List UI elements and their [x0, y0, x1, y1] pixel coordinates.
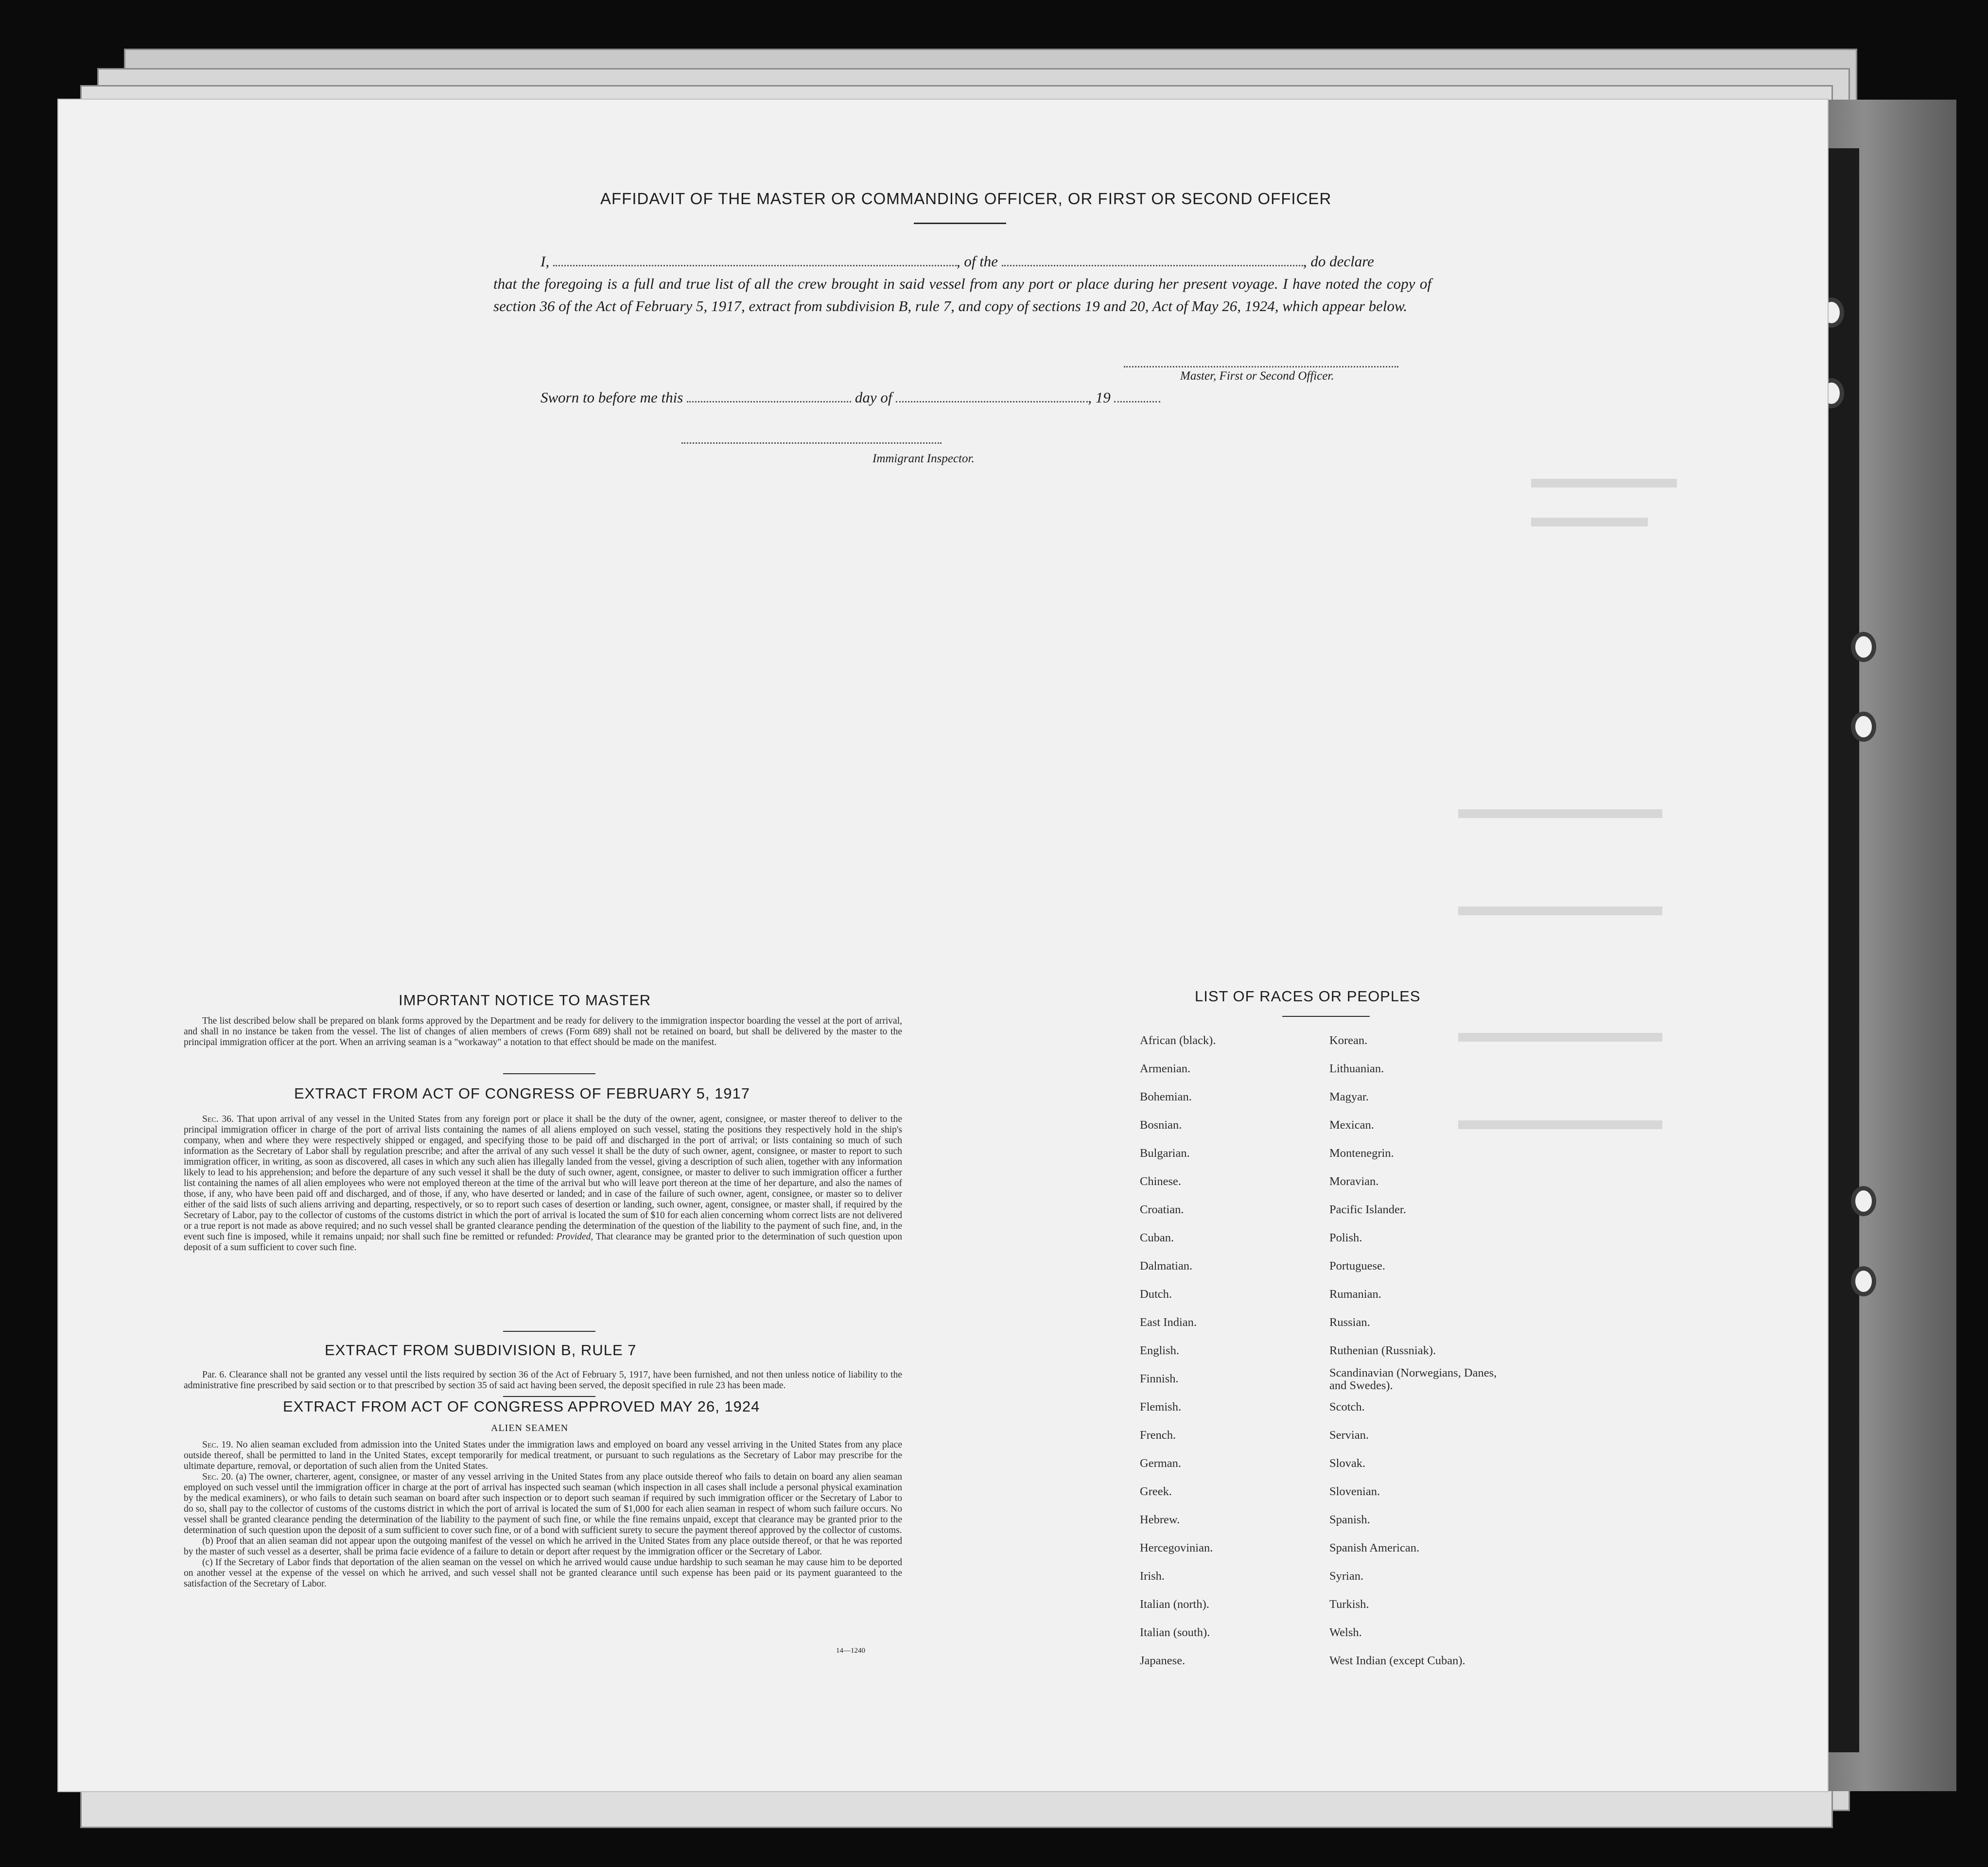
race-item: Spanish American. — [1329, 1541, 1420, 1554]
sworn-year-prefix: , 19 — [1088, 389, 1111, 406]
section-divider — [503, 1331, 595, 1332]
races-right-column — [1329, 1027, 1504, 1675]
race-item: Lithuanian. — [1329, 1062, 1384, 1075]
punch-hole — [1851, 712, 1876, 742]
master-signature-line[interactable] — [1124, 366, 1398, 367]
race-item: Irish. — [1140, 1570, 1165, 1583]
race-item: Syrian. — [1329, 1570, 1364, 1583]
race-item: West Indian (except Cuban). — [1329, 1654, 1465, 1667]
race-item: Mexican. — [1329, 1118, 1374, 1132]
alien-seamen-subtitle: ALIEN SEAMEN — [491, 1423, 569, 1433]
sworn-year-blank[interactable] — [1114, 401, 1160, 402]
sec20a-text: (a) The owner, charterer, agent, consignee, or master of any vessel arriving in the United States from any place outside thereof who fails to detain on board any alien seaman employed on such vessel until the immigration officer in charge at the port of arrival has inspected such seaman (which inspection in all cases shall include a personal physical examination by the medical examiners), or who fails to detain such seaman on board after such inspection or to deport such seaman if required by such immigration officer or the Secretary of Labor to do so, shall pay to the collector of customs of the customs district in which the port of arrival is located the sum of $1,000 for each alien seaman in respect of whom such failure occurs. No vessel shall be granted clearance pending the determination of the liability to the payment of such fine, or while the fine remains unpaid, except that clearance may be granted prior to the determination of such question upon the deposit of a sum sufficient to cover such fine, or of a bond with sufficient surety to secure the payment thereof approved by the collector of customs. — [184, 1472, 903, 1535]
notice-paragraph: The list described below shall be prepared on blank forms approved by the Department and be ready for delivery to the immigration inspector boarding the vessel at the port of arrival, and shall in no instance be taken from the vessel. The list of changes of alien members of crews (Form 689) shall not be retained on board, but shall be delivered by the master to the principal immigration officer at the port. When an arriving seaman is a "workaway" a notation to that effect should be made on the manifest. — [184, 1016, 902, 1047]
sworn-day-of: day of — [854, 389, 892, 406]
affidavit-statement: that the foregoing is a full and true list of all the crew brought in said vessel from any port or place during her present voyage. I have noted the copy of section 36 of the Act of February 5, 1917, extract from subdivision B, rule 7, and copy of sections 19 and 20, Act of May 26, 1924, which appear below. — [493, 275, 1431, 314]
races-title: LIST OF RACES OR PEOPLES — [1195, 988, 1421, 1005]
extract-1917-title: EXTRACT FROM ACT OF CONGRESS OF FEBRUARY 5, 1917 — [294, 1085, 750, 1102]
race-item: Dutch. — [1140, 1288, 1172, 1301]
race-item: Russian. — [1329, 1316, 1370, 1329]
affidavit-i: I, — [541, 253, 550, 270]
proviso-label: Provided, — [556, 1232, 593, 1242]
race-item: Turkish. — [1329, 1598, 1369, 1611]
race-item: Slovenian. — [1329, 1485, 1380, 1498]
vessel-name-blank[interactable] — [1002, 253, 1303, 266]
race-item: East Indian. — [1140, 1316, 1197, 1329]
race-item: Japanese. — [1140, 1654, 1186, 1667]
race-item: Greek. — [1140, 1485, 1172, 1498]
punch-hole — [1851, 1186, 1876, 1216]
race-item: Hercegovinian. — [1140, 1541, 1213, 1554]
race-item: Montenegrin. — [1329, 1147, 1394, 1160]
race-item: Scotch. — [1329, 1400, 1365, 1413]
sec36-text: That upon arrival of any vessel in the United States from any foreign port or place it shall be the duty of the owner, agent, consignee, or master thereof to deliver to the principal immigration officer in charge of the port of arrival lists containing the names of all aliens employed on such vessel, stating the positions they respectively hold in the ship's company, when and where they were respectively shipped or engaged, and specifying those to be paid off and discharged in the port of arrival; or lists containing so much of such information as the Secretary of Labor shall by regulation prescribe; and after the arrival of any such vessel it shall be the duty of such owner, agent, consignee, or master to report to such immigration officer, in writing, as soon as discovered, all cases in which any such alien has illegally landed from the vessel, giving a description of such alien, together with any information likely to lead to his apprehension; and before the departure of any such vessel it shall be the duty of such owner, agent, consignee, or master to deliver to such immigration officer a further list containing the names of all alien employees who were not employed thereon at the time of the arrival but who will leave port thereon at the time of her departure, and also the names of those, if any, who have been paid off and discharged, and of those, if any, who have deserted or landed; and in case of the failure of such owner, agent, consignee, or master so to deliver either of the said lists of such aliens arriving and departing, respectively, or so to report such cases of desertion or landing, such owner, agent, consignee, or master shall, if required by the Secretary of Labor, pay to the collector of customs of the customs district in which the port of arrival is located the sum of $10 for each alien concerning whom correct lists are not delivered or a true report is not made as above required; and no such vessel shall be granted clearance pending the determination of the question of the liability to the payment of such fine, and, in the event such fine is imposed, while it remains unpaid; nor shall such fine be remitted or refunded: — [184, 1114, 902, 1242]
race-item: French. — [1140, 1429, 1176, 1442]
extract-1924-text — [184, 1440, 902, 1589]
rule7-text — [184, 1370, 902, 1391]
race-item: Magyar. — [1329, 1090, 1369, 1103]
race-item: Ruthenian (Russniak). — [1329, 1344, 1436, 1357]
inspector-signature-line[interactable] — [681, 442, 942, 444]
sec19-label: Sec. 19. — [202, 1440, 233, 1450]
section-divider — [503, 1396, 595, 1397]
proviso-text: That clearance may be granted prior to the determination of such question upon deposit of a sum sufficient to cover such fine. — [184, 1232, 902, 1253]
affidavit-declare: , do declare — [1303, 253, 1374, 270]
race-item: African (black). — [1140, 1034, 1216, 1047]
race-item: Korean. — [1329, 1034, 1368, 1047]
notice-text — [184, 1016, 902, 1048]
extract-1924-title: EXTRACT FROM ACT OF CONGRESS APPROVED MAY 26, 1924 — [283, 1398, 760, 1415]
race-item: Moravian. — [1329, 1175, 1379, 1188]
race-item: Polish. — [1329, 1231, 1362, 1244]
race-item: Flemish. — [1140, 1400, 1182, 1413]
race-item: Croatian. — [1140, 1203, 1184, 1216]
notice-title: IMPORTANT NOTICE TO MASTER — [399, 992, 651, 1009]
title-divider — [914, 223, 1006, 224]
rule7-title: EXTRACT FROM SUBDIVISION B, RULE 7 — [325, 1342, 637, 1359]
race-item: Hebrew. — [1140, 1513, 1180, 1526]
race-item: Scandinavian (Norwegians, Danes, and Swedes). — [1329, 1366, 1497, 1392]
punch-hole — [1851, 1266, 1876, 1296]
race-item: Pacific Islander. — [1329, 1203, 1406, 1216]
race-item: Servian. — [1329, 1429, 1369, 1442]
race-item: Bohemian. — [1140, 1090, 1192, 1103]
sworn-day-blank[interactable] — [687, 401, 851, 402]
sworn-label: Sworn to before me this — [541, 389, 683, 406]
race-item: German. — [1140, 1457, 1182, 1470]
officer-name-blank[interactable] — [553, 253, 957, 266]
race-item: Italian (south). — [1140, 1626, 1210, 1639]
sworn-line — [541, 389, 1160, 406]
race-item: Italian (north). — [1140, 1598, 1209, 1611]
sec36-label: Sec. 36. — [202, 1114, 234, 1124]
sec20-label: Sec. 20. — [202, 1472, 233, 1482]
rule7-paragraph: Par. 6. Clearance shall not be granted any vessel until the lists required by section 36 of the Act of February 5, 1917, have been furnished, and not then unless notice of liability to the administrative fine prescribed by said section or to that prescribed by section 35 of said act having been served, the deposit specified in rule 23 has been made. — [184, 1370, 902, 1391]
race-item: Welsh. — [1329, 1626, 1362, 1639]
form-number: 14—1240 — [836, 1647, 865, 1655]
affidavit-title: AFFIDAVIT OF THE MASTER OR COMMANDING OFFICER, OR FIRST OR SECOND OFFICER — [600, 190, 1332, 208]
race-item: Bosnian. — [1140, 1118, 1182, 1132]
section-divider — [503, 1073, 595, 1074]
master-caption: Master, First or Second Officer. — [1180, 369, 1334, 383]
race-item: Cuban. — [1140, 1231, 1174, 1244]
race-item: Bulgarian. — [1140, 1147, 1190, 1160]
inspector-caption: Immigrant Inspector. — [872, 452, 975, 465]
race-item: Dalmatian. — [1140, 1259, 1193, 1273]
races-left-column — [1140, 1027, 1216, 1675]
race-item: Slovak. — [1329, 1457, 1366, 1470]
sec20c-text: (c) If the Secretary of Labor finds that deportation of the alien seaman on the vessel on which he arrived would cause undue hardship to such seaman he may cause him to be deported on another vessel at the expense of the vessel on which he arrived, and such vessel shall not be granted clearance until such expense has been paid or its payment guaranteed to the satisfaction of the Secretary of Labor. — [184, 1557, 902, 1589]
punch-hole — [1851, 632, 1876, 662]
sworn-month-blank[interactable] — [896, 401, 1088, 402]
race-item: Rumanian. — [1329, 1288, 1381, 1301]
races-divider — [1282, 1016, 1370, 1017]
race-item: English. — [1140, 1344, 1179, 1357]
extract-1917-text — [184, 1114, 902, 1253]
race-item: Chinese. — [1140, 1175, 1182, 1188]
sec19-text: No alien seaman excluded from admission into the United States under the immigration laws and employed on board any vessel arriving in the United States from any place outside thereof, shall be permitted to land in the United States, except temporarily for medical treatment, or pursuant to such regulations as the Secretary of Labor may prescribe for the ultimate departure, removal, or deportation of such alien from the United States. — [184, 1440, 902, 1471]
affidavit-of-the: , of the — [956, 253, 998, 270]
affidavit-body — [493, 250, 1431, 317]
sec20b-text: (b) Proof that an alien seaman did not appear upon the outgoing manifest of the vessel on which he arrived in the United States from any place outside thereof, or that he was reported by the master of such vessel as a deserter, shall be prima facie evidence of a failure to detain or deport after request by the immigration officer or the Secretary of Labor. — [184, 1536, 902, 1557]
race-item: Finnish. — [1140, 1372, 1179, 1385]
race-item: Armenian. — [1140, 1062, 1191, 1075]
race-item: Spanish. — [1329, 1513, 1370, 1526]
race-item: Portuguese. — [1329, 1259, 1385, 1273]
